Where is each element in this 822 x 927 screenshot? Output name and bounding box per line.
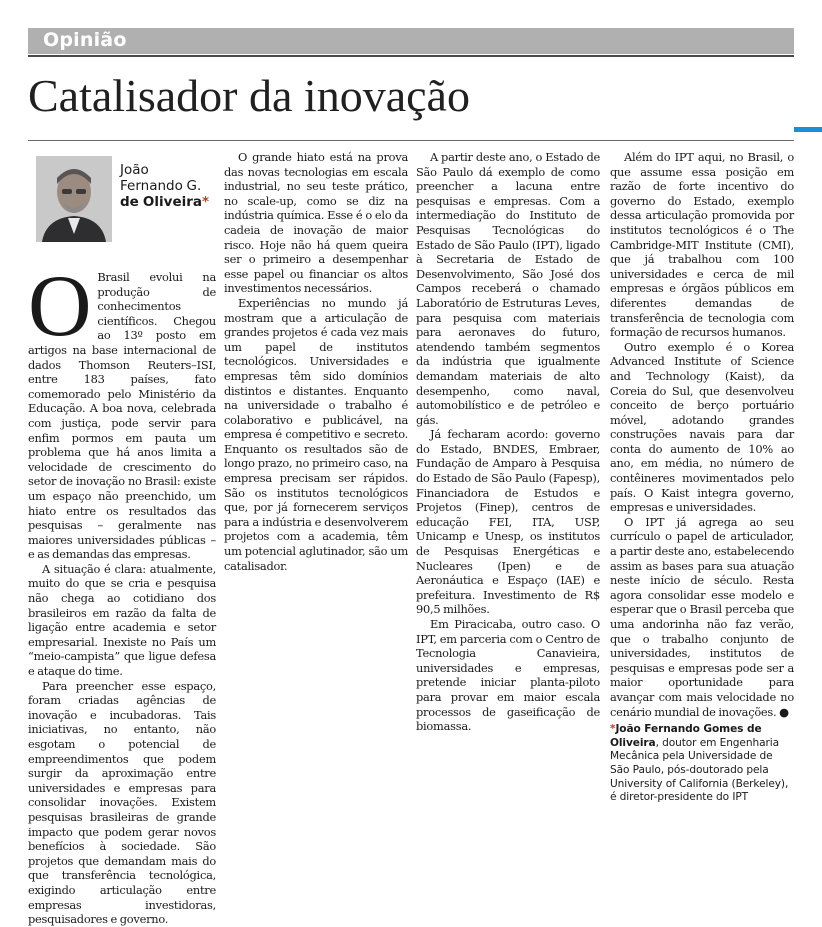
- paragraph-4: O grande hiato está na prova das novas tecnologias em escala industrial, no seu teste prático, no scale-up, como se diz na indústria química. Esse é o elo da cadeia de inovação de maior risco. Hoje não há quem queira ser o primeiro a desempenhar esse papel ou financiar os altos investimentos necessários.: [224, 150, 408, 296]
- footnote-name: João Fernando Gomes de Oliveira: [610, 723, 762, 749]
- column-1: [28, 150, 216, 927]
- paragraph-3: Para preencher esse espaço, foram criadas agências de inovação e incubadoras. Tais iniciativas, no entanto, não esgotam o potencial de empreendimentos que podem surgir da aproximação entre universidades e empresas para consolidar inovações. Existem pesquisas brasileiras de grande impacto que podem gerar novos benefícios à sociedade. São projetos que demandam mais do que transferência tecnológica, exigindo articulação entre empresas investidoras, pesquisadores e governo.: [28, 678, 216, 927]
- section-bar: [28, 28, 794, 54]
- dropcap: O: [28, 258, 92, 355]
- headline: Catalisador da inovação: [28, 70, 470, 121]
- column-4: [610, 150, 794, 805]
- author-byline: [120, 162, 220, 210]
- headline-rule: [28, 140, 794, 141]
- paragraph-10: Outro exemplo é o Korea Advanced Institute of Science and Technology (Kaist), da Coreia do Sul, que desenvolveu conceito de berço portuário móvel, adotando grandes construções navais para dar conta do aumento de 10% ao ano, em média, no número de contêineres movimentados pelo país. O Kaist integra governo, empresas e universidades.: [610, 339, 794, 515]
- paragraph-8: Em Piracicaba, outro caso. O IPT, em parceria com o Centro de Tecnologia Canavieira, universidades e empresas, pretende iniciar planta-piloto para provar em maior escala processos de gaseificação de biomassa.: [416, 617, 600, 734]
- paragraph-7: Já fecharam acordo: governo do Estado, BNDES, Embraer, Fundação de Amparo à Pesquisa do Estado de São Paulo (Fapesp), Financiadora de Estudos e Projetos (Finep), centros de educação FEI, ITA, USP, Unicamp e Unesp, os institutos de Pesquisas Energéticas e Nucleares (Ipen) e de Aeronáutica e Espaço (IAE) e prefeitura. Investimento de R$ 90,5 milhões.: [416, 427, 600, 617]
- paragraph-11: O IPT já agrega ao seu currículo o papel de articulador, a partir deste ano, estabelecendo assim as bases para sua atuação neste início de século. Resta agora consolidar esse modelo e esperar que o Brasil perceba que uma andorinha não faz verão, que o trabalho conjunto de universidades, institutos de pesquisas e empresas pode ser a maior oportunidade para avançar com mais velocidade no cenário mundial de inovações. ●: [610, 514, 794, 719]
- footnote-bio: , doutor em Engenharia Mecânica pela Universidade de São Paulo, pós-doutorado pela University of California (Berkeley), é diretor-presidente do IPT: [610, 736, 789, 804]
- author-marker: *: [202, 194, 210, 210]
- author-footnote: [610, 723, 794, 805]
- footnote-marker: *: [610, 723, 616, 736]
- end-mark: ●: [779, 704, 789, 719]
- author-first-name: João: [120, 162, 149, 178]
- author-photo: [36, 156, 112, 242]
- paragraph-1: O Brasil evolui na produção de conhecimentos científicos. Chegou ao 13º posto em artigos na base internacional de dados Thomson Reuters–ISI, entre 183 países, fato comemorado pelo Ministério da Educação. A boa nova, celebrada com justiça, pode servir para enfim pormos em pauta um problema que há anos limita a velocidade de crescimento do setor de inovação no Brasil: existe um espaço não preenchido, um hiato entre os resultados das pesquisas – geralmente nas maiores universidades públicas – e as demandas das empresas.: [28, 258, 216, 562]
- column-3: [416, 150, 600, 734]
- author-portrait-icon: [36, 156, 112, 242]
- edge-accent: [794, 127, 822, 132]
- paragraph-6: A partir deste ano, o Estado de São Paulo dá exemplo de como preencher a lacuna entre pesquisas e empresas. Com a intermediação do Instituto de Pesquisas Tecnológicas do Estado de São Paulo (IPT), ligado à Secretaria de Estado de Desenvolvimento, São José dos Campos receberá o chamado Laboratório de Estruturas Leves, para pesquisa com materiais para aeronaves do futuro, atendendo também segmentos da indústria que igualmente demandam materiais de alto desempenho, como naval, automobilístico e de petróleo e gás.: [416, 150, 600, 427]
- column-2: [224, 150, 408, 573]
- section-label: Opinião: [43, 29, 127, 51]
- author-box: [28, 150, 216, 260]
- top-rule: [28, 55, 794, 57]
- author-last-name: de Oliveira: [120, 194, 203, 210]
- paragraph-9: Além do IPT aqui, no Brasil, o que assume essa posição em razão de forte incentivo do governo do Estado, exemplo dessa articulação promovida por institutos tecnológicos é o The Cambridge-MIT Institute (CMI), que já trabalhou com 100 universidades e cerca de mil empresas e órgãos públicos em diferentes demandas de transferência de tecnologia com formação de recursos humanos.: [610, 150, 794, 340]
- author-middle-name: Fernando G.: [120, 178, 202, 194]
- paragraph-2: A situação é clara: atualmente, muito do que se cria e pesquisa não chega ao cotidiano dos brasileiros em razão da falta de ligação entre academia e setor empresarial. Inexiste no País um “meio-campista” que ligue defesa e ataque do time.: [28, 561, 216, 679]
- paragraph-5: Experiências no mundo já mostram que a articulação de grandes projetos é cada vez mais um papel de institutos tecnológicos. Universidades e empresas têm sido domínios distintos e distantes. Enquanto na universidade o trabalho é colaborativo e publicável, na empresa é competitivo e secreto. Enquanto os resultados são de longo prazo, no primeiro caso, na empresa precisam ser rápidos. São os institutos tecnológicos que, por já fornecerem serviços para a indústria e desenvolverem projetos com a academia, têm um potencial aglutinador, são um catalisador.: [224, 295, 408, 573]
